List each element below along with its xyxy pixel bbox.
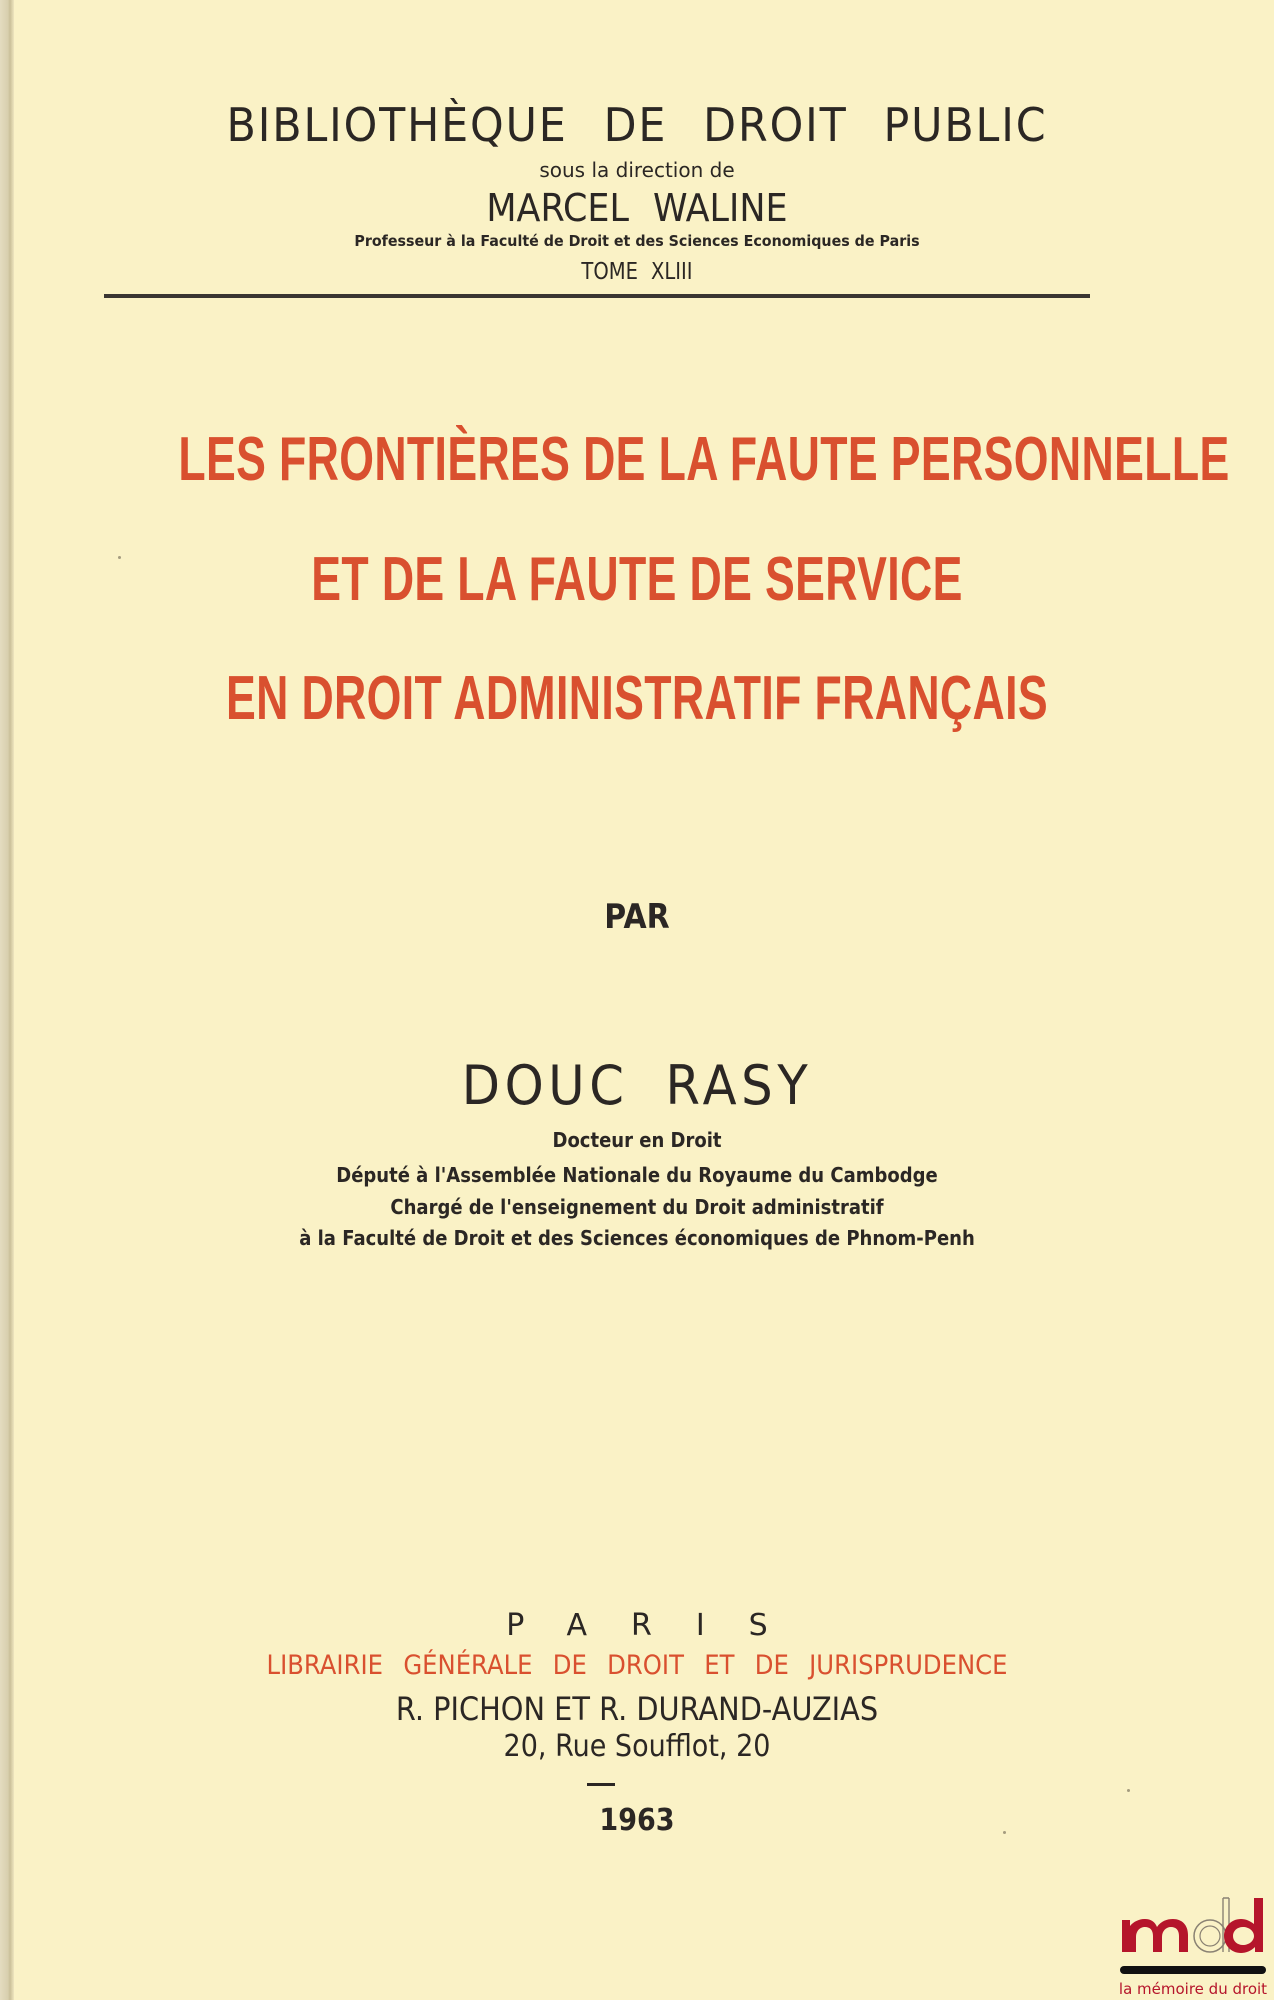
publication-year: 1963 — [599, 1803, 675, 1838]
volume-number: TOME XLIII — [581, 259, 693, 285]
paper-speck — [118, 556, 121, 559]
author-credential: à la Faculté de Droit et des Sciences économiques de Phnom-Penh — [299, 1226, 975, 1250]
paper-speck — [1127, 1789, 1130, 1792]
publisher-city: PARIS — [506, 1608, 812, 1643]
series-title: BIBLIOTHÈQUE DE DROIT PUBLIC — [226, 98, 1048, 152]
logo-tagline: la mémoire du droit — [1118, 1980, 1268, 1998]
book-title-line-3: EN DROIT ADMINISTRATIF FRANÇAIS — [225, 664, 1049, 733]
by-label: PAR — [604, 897, 670, 937]
direction-label: sous la direction de — [539, 158, 735, 182]
author-name: DOUC RASY — [461, 1054, 813, 1117]
publisher-name: LIBRAIRIE GÉNÉRALE DE DROIT ET DE JURISPRUDENCE — [266, 1650, 1008, 1681]
book-title-line-2: ET DE LA FAUTE DE SERVICE — [311, 545, 963, 614]
page-edge-shadow — [0, 0, 14, 2000]
series-director: MARCEL WALINE — [486, 186, 788, 230]
paper-speck — [1003, 1831, 1006, 1834]
author-credential: Chargé de l'enseignement du Droit administratif — [390, 1195, 884, 1219]
header-rule — [104, 294, 1090, 298]
author-credential: Député à l'Assemblée Nationale du Royaume du Cambodge — [336, 1163, 938, 1187]
publisher-editors: R. PICHON ET R. DURAND-AUZIAS — [395, 1690, 879, 1728]
book-title-line-1: LES FRONTIÈRES DE LA FAUTE PERSONNELLE — [178, 425, 1230, 494]
separator-dash — [587, 1783, 615, 1786]
author-credential: Docteur en Droit — [552, 1128, 722, 1152]
publisher-address: 20, Rue Soufflot, 20 — [503, 1729, 771, 1764]
director-title: Professeur à la Faculté de Droit et des Sciences Economiques de Paris — [354, 232, 920, 250]
